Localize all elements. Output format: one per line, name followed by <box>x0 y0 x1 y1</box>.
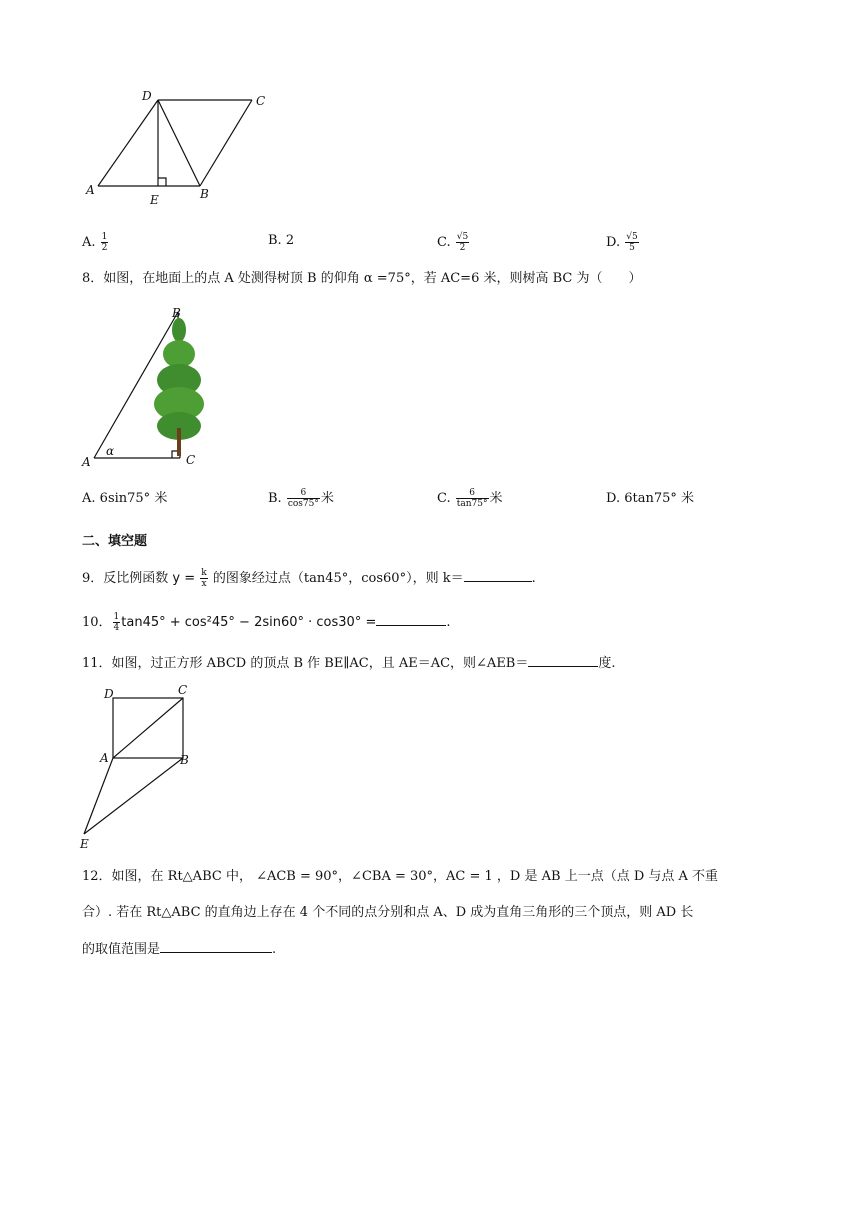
q12-line-3: 的取值范围是 . <box>82 942 277 957</box>
section-title-fill-in: 二、填空题 <box>82 534 148 549</box>
answer-blank[interactable] <box>376 613 446 626</box>
q8-option-b[interactable]: B. $\frac{6}{\cos 75^\circ}$ 米 <box>268 488 334 509</box>
q11-question: 11．如图，过正方形 ABCD 的顶点 B 作 BE∥AC，且 AE＝AC，则∠AEB＝ 度. <box>82 656 616 671</box>
label-alpha: α <box>106 444 115 458</box>
figure-q8-tree <box>78 300 218 472</box>
label-A: A <box>100 751 109 765</box>
q10-question: 10． $\frac{1}{4}$ tan45° + cos²45° − 2sin60° · cos30° = . <box>82 612 451 633</box>
q7-option-b[interactable]: B. 2 <box>268 233 295 248</box>
q8-option-a[interactable]: A. 6sin75° 米 <box>82 491 168 506</box>
figure-q7-parallelogram <box>84 86 284 210</box>
q7-option-d[interactable]: D. $\frac{√5}{5}$ <box>606 232 638 253</box>
q9-question: 9．反比例函数 y = $\frac{k}{x}$ 的图象经过点（tan45°，cos60°），则 k＝ . <box>82 568 536 589</box>
label-B: B <box>172 306 181 320</box>
label-A: A <box>82 455 91 469</box>
label-E: E <box>80 837 89 851</box>
label-E: E <box>150 193 159 207</box>
answer-blank[interactable] <box>464 569 532 582</box>
figure-q11-square <box>78 682 208 854</box>
label-C: C <box>178 683 188 697</box>
label-B: B <box>200 187 209 201</box>
label-B: B <box>180 753 189 767</box>
q8-option-d[interactable]: D. 6tan75° 米 <box>606 491 695 506</box>
q12-line-1: 12．如图，在 Rt△ABC 中， ∠ACB = 90°，∠CBA = 30°，AC = 1 ，D 是 AB 上一点（点 D 与点 A 不重 <box>82 869 719 884</box>
q8-question-text: 8．如图，在地面上的点 A 处测得树顶 B 的仰角 α =75°，若 AC=6 米，则树高 BC 为（ ） <box>82 271 642 286</box>
q7-option-a[interactable]: A. $\frac{1}{2}$ <box>82 232 108 253</box>
label-D: D <box>104 687 114 701</box>
q12-line-2: 合）. 若在 Rt△ABC 的直角边上存在 4 个不同的点分别和点 A、D 成为直角三角形的三个顶点，则 AD 长 <box>82 905 694 920</box>
label-C: C <box>256 94 266 108</box>
q8-option-c[interactable]: C. $\frac{6}{\tan 75^\circ}$ 米 <box>437 488 503 509</box>
label-C: C <box>186 453 196 467</box>
tree-icon <box>154 318 204 456</box>
q7-option-c[interactable]: C. $\frac{√5}{2}$ <box>437 232 469 253</box>
label-D: D <box>142 89 152 103</box>
answer-blank[interactable] <box>160 940 272 953</box>
label-A: A <box>86 183 95 197</box>
answer-blank[interactable] <box>528 654 598 667</box>
